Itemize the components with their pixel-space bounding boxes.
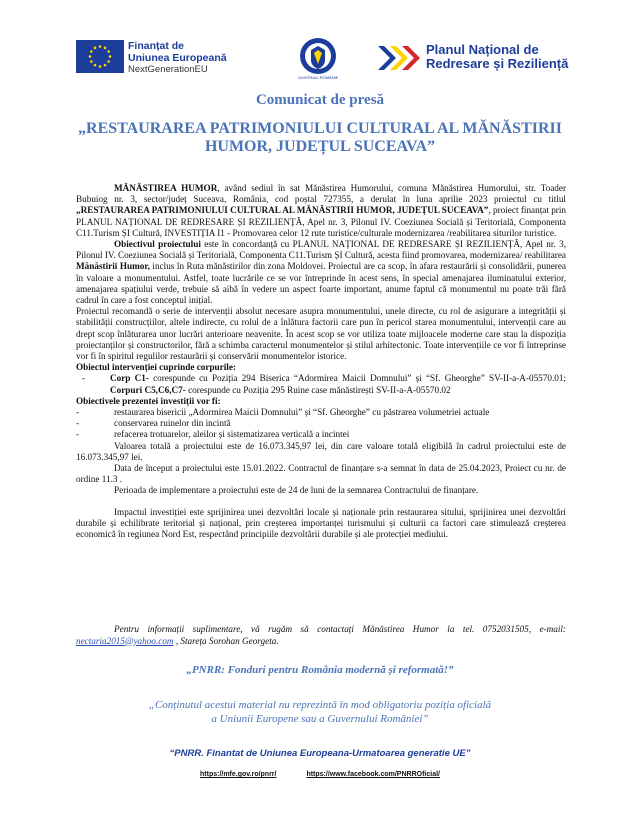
pnrr-line-2: Redresare și Reziliență [426, 56, 569, 71]
eu-star-icon [104, 47, 107, 50]
disclaimer-line-1: „Conținutul acestui material nu reprezintă în mod obligatoriu poziția oficială [148, 699, 492, 711]
disclaimer-line-2: a Uniunii Europene sau a Guvernului României” [211, 713, 429, 725]
objective-bold: Mănăstirii Humor, [76, 261, 150, 272]
paragraph-objective [76, 239, 566, 306]
intro-text-2: , proiect finanțat prin PLANUL NAȚIONAL DE REDRESARE ȘI REZILIENȚĂ, Apel nr. 3, Pilonul IV. Coeziunea Socială și Teritorială, Componenta C11.Turism ȘI Cultură, INVESTIȚIA I1 - Promovarea celor 12 rute turistice/culturale modernizarea /reabilitarea siturilor turistice. [76, 205, 566, 238]
contact-info: Pentru informații suplimentare, vă rugăm să contactați Mănăstirea Humor la tel. 0752031505, e-mail: nectaria2015@yahoo.com , Starețа Sorohan Georgeta. [76, 624, 566, 646]
objective-label: Obiectivul proiectului [114, 239, 201, 250]
paragraph-value: Valoarea totală a proiectului este de 16.073.345,97 lei, din care valoare totală eligibilă în cadrul proiectului este de 16.073.345,97 lei. [76, 440, 566, 462]
objectives-heading: Obiectivele prezentei investiții vor fi: [76, 395, 221, 406]
paragraph-recommendations: Proiectul recomandă o serie de intervenții absolut necesare asupra monumentului, unele directe, cu rol de asigurare a integrității și stabilității construcțiilor, altele indirecte, cu rolul de a înlătura factorii care pun în pericol starea monumentului, intervenții care au drept scop înlăturarea unor lucrări anterioare neavenite. În acest scop se vor utiliza toate mijloacele moderne care stau la dispoziția proiectanților și constructorilor, fără a schimba caracterul monumentelor și stilul arhitectonic. Toate intervențiile ce vor fi întreprinse vor fi în spiritul regulilor restaurării și conservării monumentelor istorice. [76, 306, 566, 362]
paragraph-impact: Impactul investiției este sprijinirea unei dezvoltări locale și naționale prin restaurarea sitului, sprijinirea unei dezvoltări durabile și echilibrate teritorial și național, prin creșterea importanței turismului și culturii ca factori care stimulează creșterea economică în regiunea Nord Est, respectând principiile dezvoltării durabile și ale protecției mediului. [76, 506, 566, 540]
intro-text-1: , având sediul în sat Mănăstirea Humorului, comuna Mănăstirea Humorului, str. Toader Bubuiog nr. 3, sector/județ Suceava, România, cod poștal 727355, a derulat în luna aprilie 2023 proiectul cu titlul [76, 183, 567, 205]
eu-star-icon [94, 64, 97, 67]
facebook-link[interactable]: https://www.facebook.com/PNRROficial/ [306, 771, 440, 778]
eu-star-icon [99, 65, 102, 68]
government-crest-icon [298, 36, 338, 80]
paragraph-dates: Data de început a proiectului este 15.01.2022. Contractul de finanțare s-a semnat în data de 25.04.2023, Proiect cu nr. de ordine 11.3 . [76, 463, 566, 485]
mfe-link[interactable]: https://mfe.gov.ro/pnrr/ [200, 771, 277, 778]
corpuri-label: Corpuri C5,C6,C7- [110, 384, 186, 395]
eu-star-icon [107, 60, 110, 63]
interventions-heading: Obiectul intervenției cuprinde corpurile: [76, 362, 236, 373]
dash-marker: - [82, 373, 86, 384]
objective-item: - conservarea ruinelor din incintă [76, 418, 231, 429]
page-title: „RESTAURAREA PATRIMONIULUI CULTURAL AL MĂNĂSTIRII HUMOR, JUDEȚUL SUCEAVA” [78, 120, 562, 155]
footer-links [0, 771, 640, 778]
eu-star-icon [107, 50, 110, 53]
eu-line-2: Uniunea Europeană [128, 52, 227, 64]
pnrr-line-1: Planul Național de [426, 42, 539, 57]
eu-line-1: Finanțat de [128, 40, 185, 52]
objective-text-1: este în concordanță cu PLANUL NAȚIONAL DE REDRESARE ȘI REZILIENȚĂ, Apel nr. 3, Pilonul IV. Coeziunea Socială și Teritorială, Componenta C11.Turism ȘI Cultură, acesta fiind promovarea, modernizarea/ reabilitarea [76, 239, 566, 261]
objective-text-2: inclus în Ruta mănăstirilor din zona Moldovei. Proiectul are ca scop, în afara restaurării și consolidării, punerea în valoare a monumentului. Astfel, toate lucrările ce se vor întreprinde în acest sens, în special amenajarea iluminatului exterior, amenajarea spațiului verde, trebuie să aibă în vedere un aspect foarte important, anume faptul că monumentul nu poate trăi fără cadrul în care a fost conceptul inițial. [76, 261, 566, 306]
press-release-body [76, 183, 566, 540]
eu-star-icon [89, 55, 92, 58]
paragraph-intro [76, 183, 566, 239]
eu-star-icon [99, 45, 102, 48]
eu-star-icon [94, 47, 97, 50]
eu-funding-logo-text [128, 40, 227, 76]
intervention-item: - Corp C1- corespunde cu Poziția 294 Biserica “Adormirea Maicii Domnului” și “Sf. Gheorghe” SV-II-a-A-05570.01; Corpuri C5,C6,C7- corespunde cu Poziția 295 Ruine case mănăstirești SV-II-a-A-05570.02 [82, 373, 566, 395]
page-header [0, 36, 640, 86]
eu-flag-icon [76, 40, 124, 73]
eu-star-icon [109, 55, 112, 58]
objective-item: - restaurarea bisericii „Adormirea Maicii Domnului” și “Sf. Gheorghe” cu păstrarea volumetriei actuale [76, 407, 490, 418]
paragraph-period: Perioada de implementare a proiectului este de 24 de luni de la semnarea Contractului de finanțare. [114, 485, 479, 496]
objective-item: - refacerea trotuarelor, aleilor și sistematizarea verticală a incintei [76, 429, 350, 440]
eu-star-icon [90, 60, 93, 63]
corp-c1-label: Corp C1- [110, 373, 149, 384]
document-type: Comunicat de presă [255, 92, 385, 108]
pnrr-logo-text [426, 43, 568, 71]
eu-line-3: NextGenerationEU [128, 64, 208, 75]
contact-email-link[interactable]: nectaria2015@yahoo.com [76, 635, 174, 646]
pnrr-slogan: „PNRR: Fonduri pentru România modernă și reformată!” [186, 664, 454, 676]
pnrr-arrow-icon [376, 44, 420, 72]
crest-label: GUVERNUL ROMÂNIEI [298, 75, 338, 80]
funding-statement: “PNRR. Finantat de Uniunea Europeana-Urmatoarea generatie UE” [169, 748, 471, 759]
eu-star-icon [90, 50, 93, 53]
project-title-inline: „RESTAURAREA PATRIMONIULUI CULTURAL AL MĂNĂSTIRII HUMOR, JUDEȚUL SUCEAVA” [76, 205, 489, 216]
monastery-name: MĂNĂSTIREA HUMOR [114, 183, 218, 193]
eu-star-icon [104, 64, 107, 67]
disclaimer [0, 698, 640, 726]
